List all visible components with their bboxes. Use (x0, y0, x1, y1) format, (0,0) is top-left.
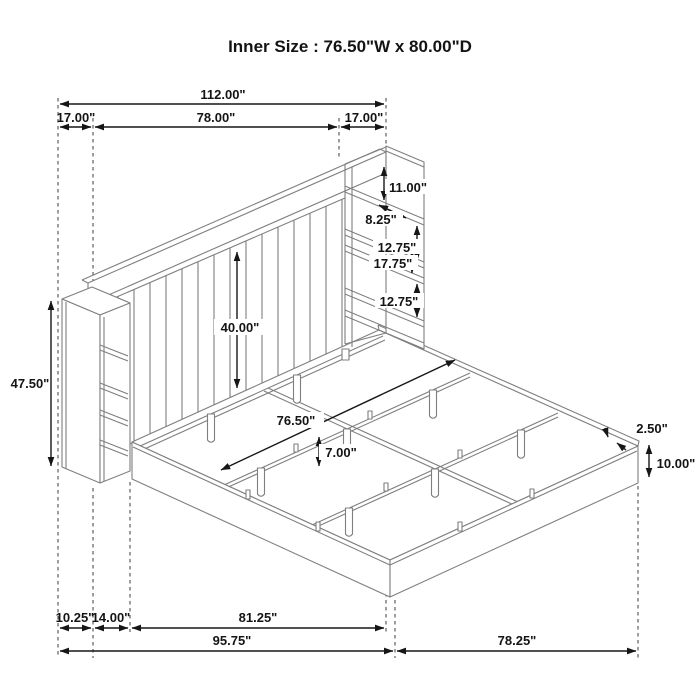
label-platform-clearance: 7.00" (325, 445, 357, 460)
label-footprint-width: 78.25" (497, 633, 537, 648)
label-shelf-top-gap: 11.00" (389, 180, 427, 195)
label-shelf-depth: 8.25" (365, 212, 397, 227)
label-headboard-width: 78.00" (196, 110, 236, 125)
head-rail-bracket (342, 349, 349, 360)
left-pier-front-face (62, 299, 100, 483)
label-headboard-panel-height: 40.00" (220, 320, 260, 335)
label-shelf-opening-upper: 12.75" (377, 240, 417, 255)
platform-deck (132, 330, 638, 560)
platform-frame (132, 325, 639, 597)
label-side-rail-height: 10.00" (656, 456, 696, 471)
left-pier (62, 287, 130, 483)
label-overall-depth: 95.75" (212, 633, 252, 648)
label-overall-width: 112.00" (200, 87, 246, 102)
label-inner-width: 76.50" (276, 413, 316, 428)
label-shelf-opening-lower: 12.75" (379, 294, 419, 309)
label-right-pier-width: 17.00" (344, 110, 384, 125)
label-pier-height: 47.50" (10, 376, 50, 391)
label-pier-gap: 14.00" (91, 610, 131, 625)
label-shelf-spacing: 17.75" (373, 256, 413, 271)
label-rail-lip: 2.50" (636, 421, 668, 436)
label-pier-depth: 10.25" (55, 610, 95, 625)
label-platform-length: 81.25" (238, 610, 278, 625)
headboard-cap-top-edge (82, 149, 386, 283)
label-left-pier-width: 17.00" (56, 110, 96, 125)
diagram-title: Inner Size : 76.50"W x 80.00"D (228, 37, 472, 56)
